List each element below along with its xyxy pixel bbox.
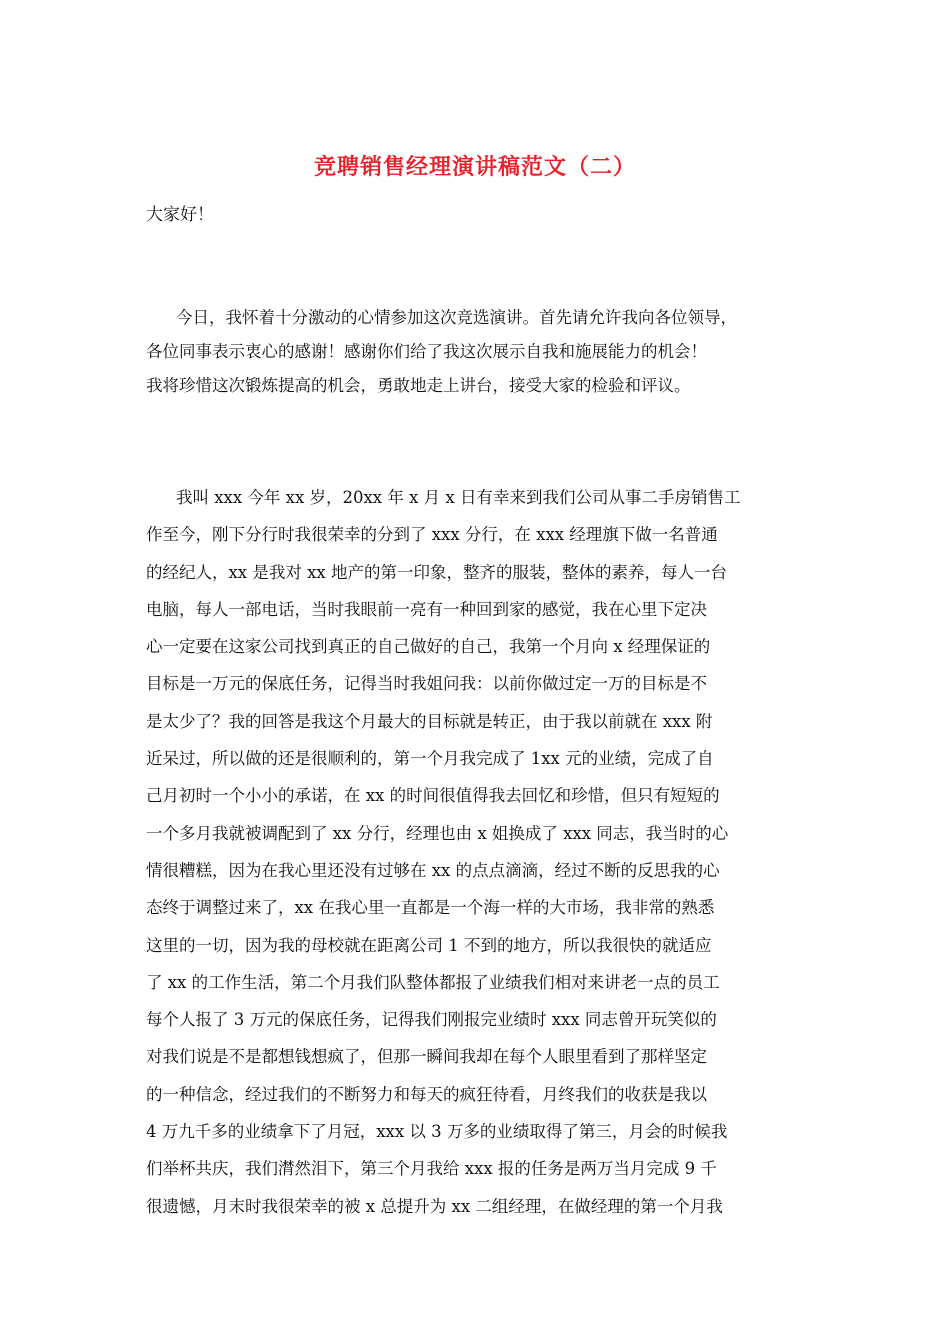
paragraph-line: 今日，我怀着十分激动的心情参加这次竞选演讲。首先请允许我向各位领导， xyxy=(176,308,737,327)
paragraph-line: 我叫 xxx 今年 xx 岁，20xx 年 x 月 x 日有幸来到我们公司从事二手房销售工 xyxy=(176,488,741,507)
paragraph-line: 对我们说是不是都想钱想疯了，但那一瞬间我却在每个人眼里看到了那样坚定 xyxy=(146,1047,707,1067)
paragraph-line: 心一定要在这家公司找到真正的自己做好的自己，我第一个月向 x 经理保证的 xyxy=(146,637,711,657)
greeting: 大家好！ xyxy=(146,205,214,225)
paragraph-line: 各位同事表示衷心的感谢！感谢你们给了我这次展示自我和施展能力的机会！ xyxy=(146,342,707,361)
document-title: 竞聘销售经理演讲稿范文（二） xyxy=(313,154,636,180)
paragraph-line: 是太少了？我的回答是我这个月最大的目标就是转正，由于我以前就在 xxx 附 xyxy=(146,711,713,731)
paragraph-self-introduction xyxy=(146,479,811,1225)
paragraph-line: 这里的一切，因为我的母校就在距离公司 1 不到的地方，所以我很快的就适应 xyxy=(146,935,712,955)
paragraph-line: 一个多月我就被调配到了 xx 分行，经理也由 x 姐换成了 xxx 同志，我当时的心 xyxy=(146,823,729,843)
paragraph-line: 4 万九千多的业绩拿下了月冠，xxx 以 3 万多的业绩取得了第三，月会的时候我 xyxy=(146,1122,728,1142)
paragraph-line: 电脑，每人一部电话，当时我眼前一亮有一种回到家的感觉，我在心里下定决 xyxy=(146,599,707,619)
paragraph-line: 每个人报了 3 万元的保底任务，记得我们刚报完业绩时 xxx 同志曾开玩笑似的 xyxy=(146,1010,717,1030)
paragraph-intro xyxy=(146,301,811,403)
paragraph-line: 了 xx 的工作生活，第二个月我们队整体都报了业绩我们相对来讲老一点的员工 xyxy=(146,972,720,992)
paragraph-line: 们举杯共庆，我们潸然泪下，第三个月我给 xxx 报的任务是两万当月完成 9 千 xyxy=(146,1159,717,1179)
paragraph-line: 目标是一万元的保底任务，记得当时我姐问我：以前你做过定一万的目标是不 xyxy=(146,674,707,694)
paragraph-line: 的经纪人，xx 是我对 xx 地产的第一印象，整齐的服装，整体的素养，每人一台 xyxy=(146,562,727,582)
paragraph-line: 很遗憾，月末时我很荣幸的被 x 总提升为 xx 二组经理，在做经理的第一个月我 xyxy=(146,1196,723,1216)
paragraph-line: 情很糟糕，因为在我心里还没有过够在 xx 的点点滴滴，经过不断的反思我的心 xyxy=(146,860,720,880)
paragraph-line: 己月初时一个小小的承诺，在 xx 的时间很值得我去回忆和珍惜，但只有短短的 xyxy=(146,786,720,806)
paragraph-line: 我将珍惜这次锻炼提高的机会，勇敢地走上讲台，接受大家的检验和评议。 xyxy=(146,376,691,395)
paragraph-line: 近呆过，所以做的还是很顺利的，第一个月我完成了 1xx 元的业绩，完成了自 xyxy=(146,749,714,769)
paragraph-line: 作至今，刚下分行时我很荣幸的分到了 xxx 分行，在 xxx 经理旗下做一名普通 xyxy=(146,525,718,545)
paragraph-line: 态终于调整过来了，xx 在我心里一直都是一个海一样的大市场，我非常的熟悉 xyxy=(146,898,715,918)
paragraph-line: 的一种信念，经过我们的不断努力和每天的疯狂待看，月终我们的收获是我以 xyxy=(146,1084,707,1104)
